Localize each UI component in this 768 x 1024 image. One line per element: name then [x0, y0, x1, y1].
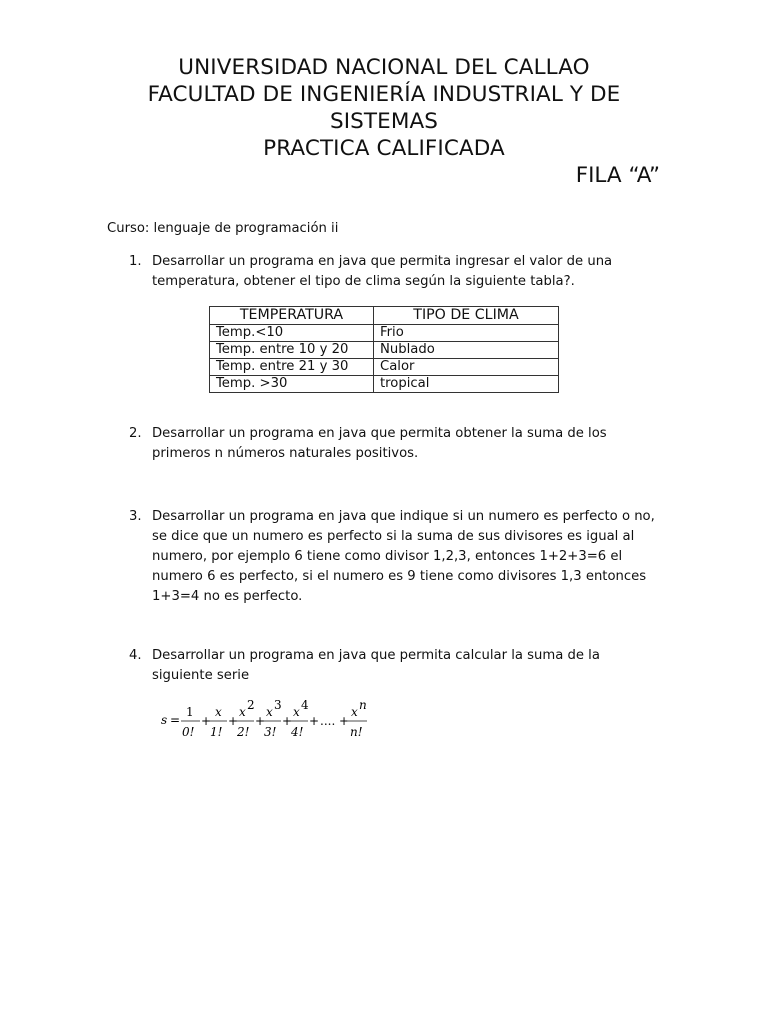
- formula-lhs: s: [161, 713, 168, 727]
- fraction-numerator: x: [215, 705, 222, 719]
- table-cell: Nublado: [374, 342, 559, 359]
- exercise-text: Desarrollar un programa en java que permita obtener la suma de los primeros n números naturales positivos.: [152, 426, 607, 461]
- formula-equals: =: [170, 713, 181, 727]
- plus-sign: +: [339, 714, 350, 728]
- exercise-2: [129, 424, 664, 464]
- fraction-exponent: 3: [274, 700, 282, 712]
- fraction-exponent: 4: [301, 700, 309, 712]
- document-header: [100, 54, 668, 162]
- table-cell: Temp. entre 21 y 30: [210, 359, 374, 376]
- fraction-denominator: 1!: [210, 725, 223, 739]
- plus-sign: +: [309, 714, 320, 728]
- exercise-number: 3.: [129, 509, 142, 524]
- table-cell: tropical: [374, 376, 559, 393]
- plus-sign: +: [201, 714, 212, 728]
- exercise-4: [129, 646, 664, 686]
- document-title: PRACTICA CALIFICADA: [263, 136, 505, 161]
- climate-table: [209, 306, 559, 393]
- exercise-1: [129, 252, 664, 292]
- course-line: Curso: lenguaje de programación ii: [107, 221, 339, 236]
- plus-sign: +: [228, 714, 239, 728]
- exercise-number: 4.: [129, 648, 142, 663]
- faculty-name: FACULTAD DE INGENIERÍA INDUSTRIAL Y DE: [147, 82, 621, 107]
- exercise-number: 1.: [129, 254, 142, 269]
- fraction-numerator: x: [351, 705, 358, 719]
- table-row: [210, 359, 559, 376]
- table-cell: Temp. >30: [210, 376, 374, 393]
- fraction-denominator: 0!: [182, 725, 195, 739]
- table-header-row: [210, 307, 559, 325]
- fraction-exponent: n: [359, 700, 367, 712]
- column-header-temperatura: TEMPERATURA: [210, 307, 374, 325]
- fraction-numerator: x: [239, 705, 246, 719]
- series-formula: [161, 700, 371, 744]
- fraction-exponent: 2: [247, 700, 255, 712]
- ellipsis: ....: [320, 714, 336, 728]
- fila-label: FILA “A”: [575, 163, 660, 188]
- fraction-numerator: x: [293, 705, 300, 719]
- fraction-denominator: 4!: [291, 725, 304, 739]
- plus-sign: +: [255, 714, 266, 728]
- column-header-tipo-clima: TIPO DE CLIMA: [374, 307, 559, 325]
- fraction-denominator: 2!: [237, 725, 250, 739]
- exercise-number: 2.: [129, 426, 142, 441]
- fraction-numerator: 1: [186, 705, 194, 719]
- fraction-denominator: 3!: [264, 725, 277, 739]
- exercise-3: [129, 507, 664, 607]
- faculty-name-continued: SISTEMAS: [329, 109, 439, 134]
- fraction-numerator: x: [266, 705, 273, 719]
- table-row: [210, 342, 559, 359]
- table-row: [210, 325, 559, 342]
- table-cell: Calor: [374, 359, 559, 376]
- table-cell: Frio: [374, 325, 559, 342]
- exercise-text: Desarrollar un programa en java que indique si un numero es perfecto o no, se dice que un numero es perfecto si la suma de sus divisores es igual al numero, por ejemplo 6 tiene como divisor 1,2,3, entonces 1+2+3=6 el numero 6 es perfecto, si el numero es 9 tiene como divisores 1,3 entonces 1+3=4 no es perfecto.: [152, 509, 655, 604]
- table-row: [210, 376, 559, 393]
- table-cell: Temp.<10: [210, 325, 374, 342]
- university-name: UNIVERSIDAD NACIONAL DEL CALLAO: [178, 55, 590, 80]
- fraction-denominator: n!: [350, 725, 363, 739]
- plus-sign: +: [282, 714, 293, 728]
- exercise-text: Desarrollar un programa en java que permita ingresar el valor de una temperatura, obtener el tipo de clima según la siguiente tabla?.: [152, 254, 613, 289]
- table-cell: Temp. entre 10 y 20: [210, 342, 374, 359]
- exercise-text: Desarrollar un programa en java que permita calcular la suma de la siguiente serie: [152, 648, 600, 683]
